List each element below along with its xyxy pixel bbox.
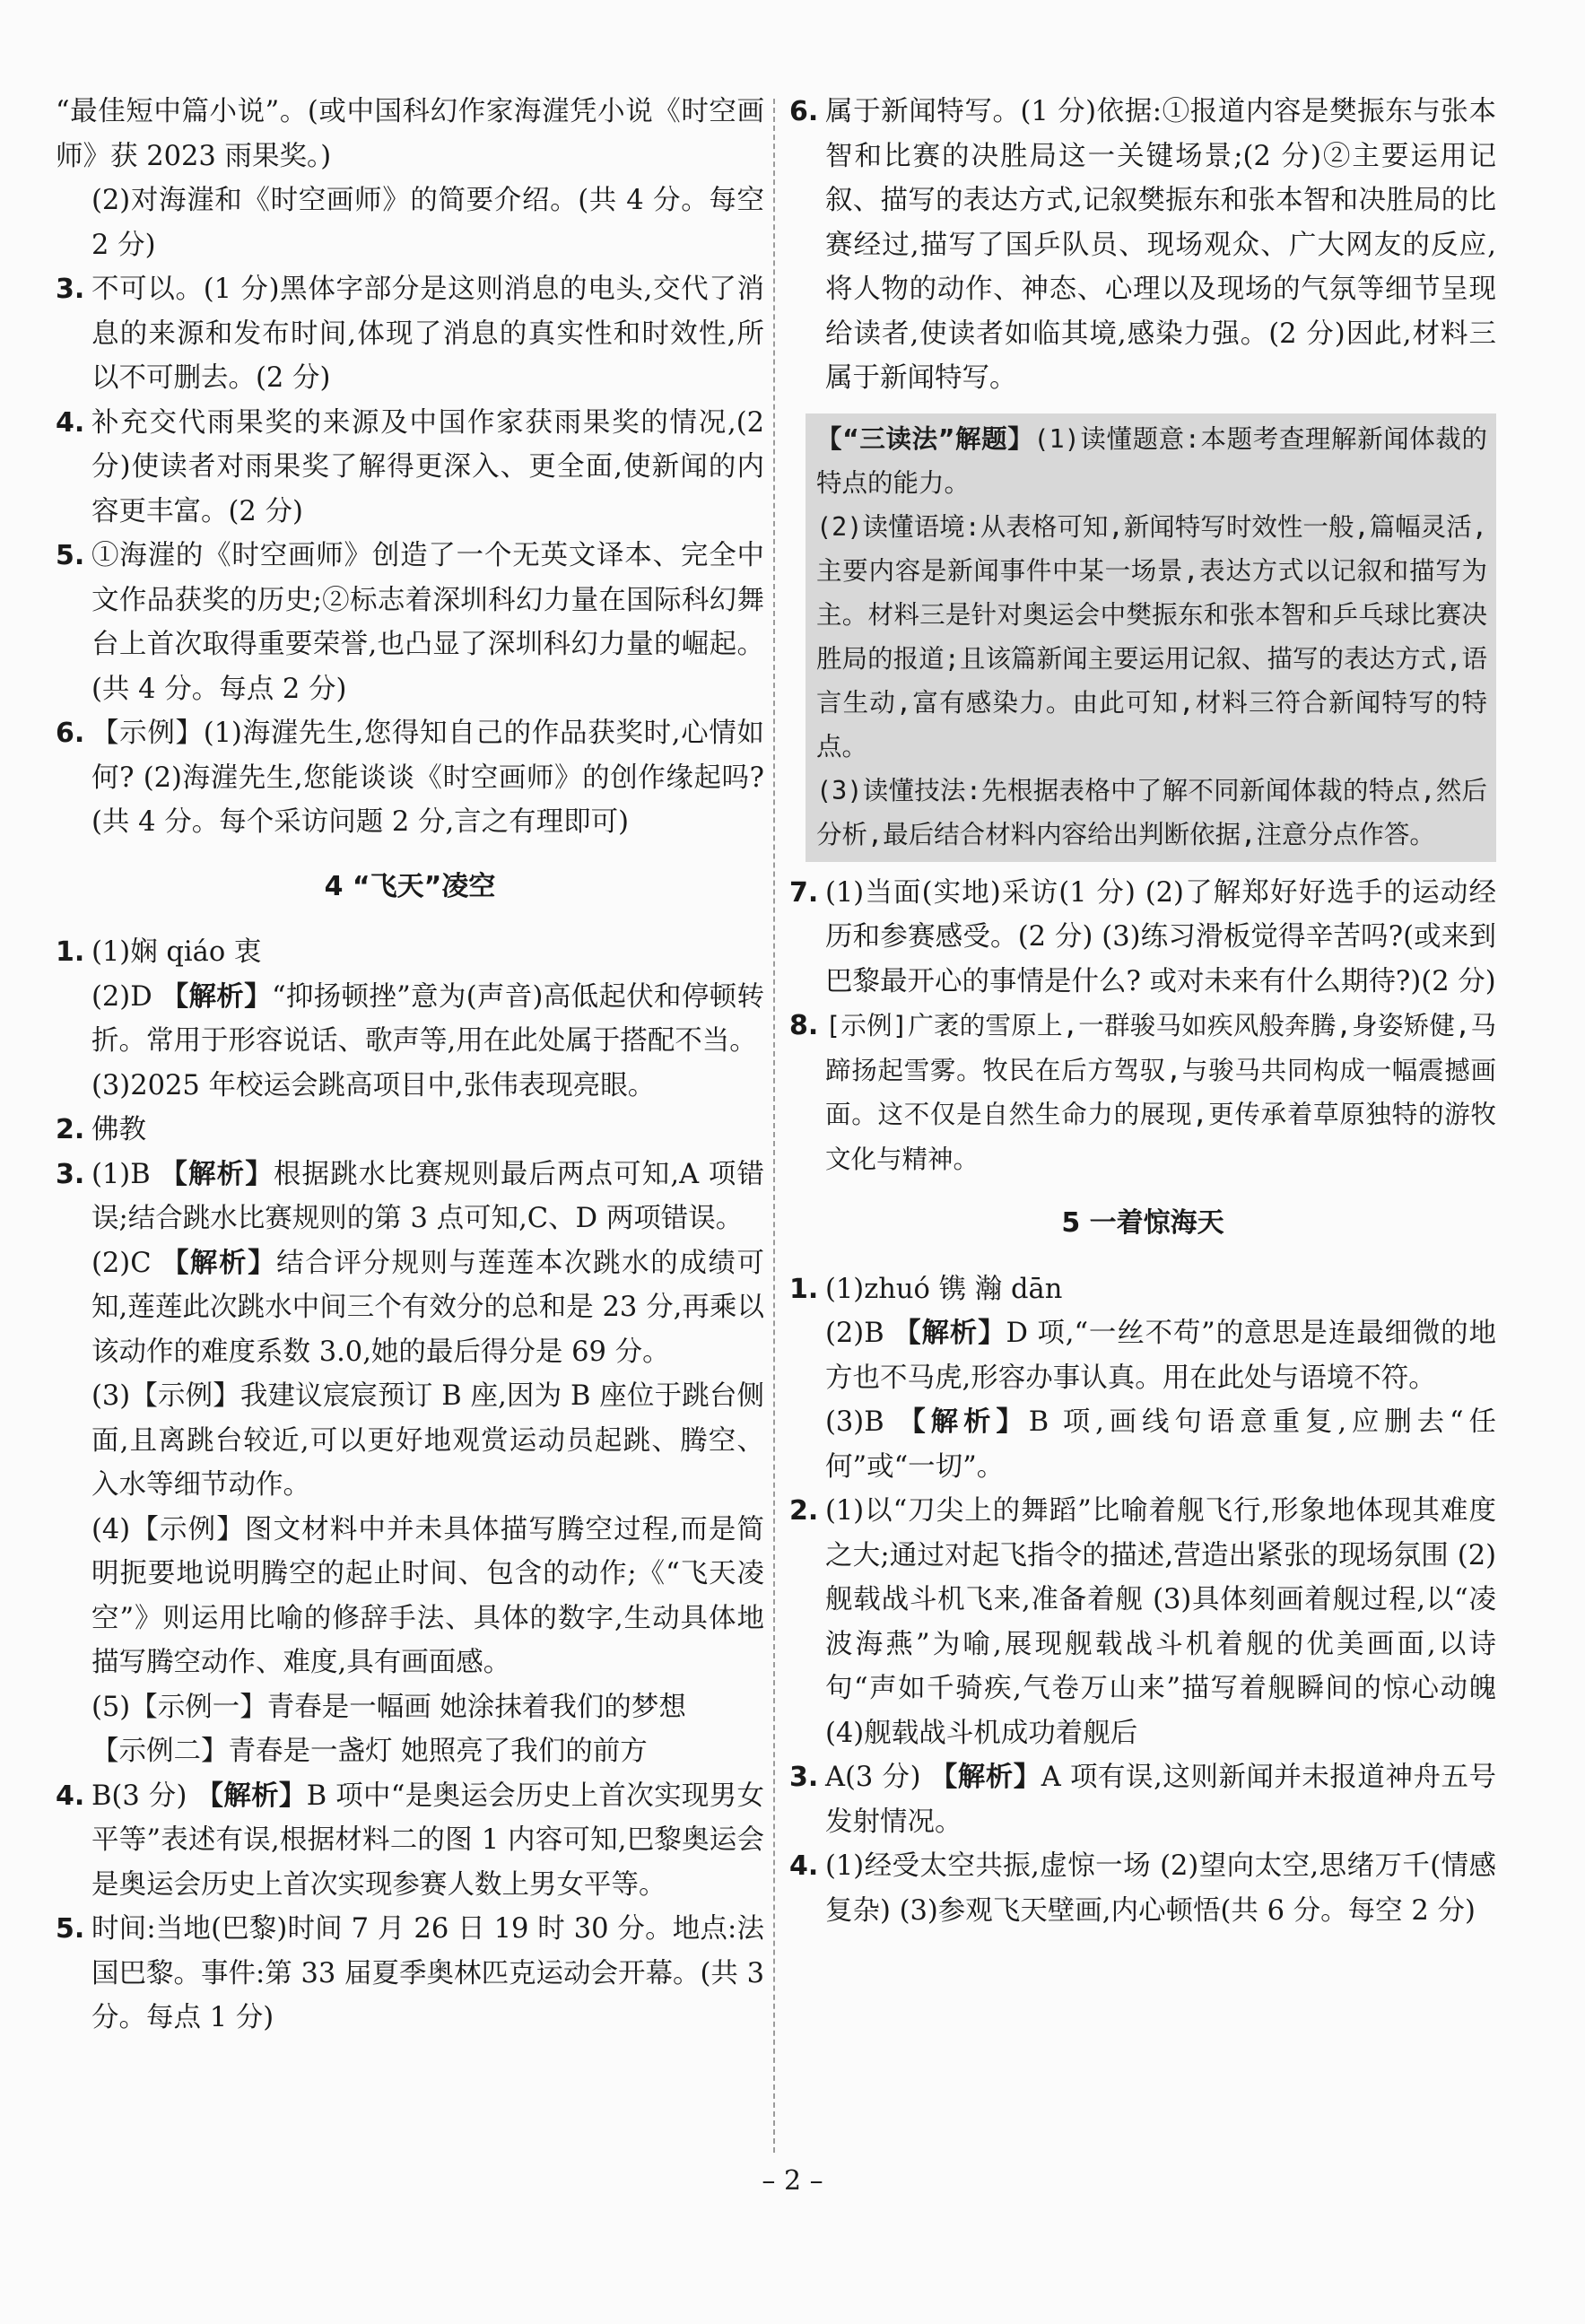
- answer-text: ①海漄的《时空画师》创造了一个无英文译本、完全中文作品获奖的历史;②标志着深圳科幻力量在国际科幻舞台上首次取得重要荣誉,也凸显了深圳科幻力量的崛起。(共 4 分。每点 2 分): [91, 540, 764, 705]
- answer-text: (1)B 【解析】根据跳水比赛规则最后两点可知,A 项错误;结合跳水比赛规则的第 3 点可知,C、D 两项错误。: [91, 1158, 765, 1234]
- question-4: [56, 401, 764, 535]
- analysis-label: 【解析】: [161, 1247, 277, 1279]
- question-number: 3.: [789, 1762, 819, 1793]
- question-number: 5.: [56, 1913, 85, 1945]
- answer-text: (3)B 【解析】B 项,画线句语意重复,应删去“任何”或“一切”。: [825, 1406, 1497, 1483]
- s4-question-1: [56, 930, 764, 1108]
- three-reading-method-box: [806, 413, 1496, 862]
- answer-text: (2)C 【解析】结合评分规则与莲莲本次跳水的成绩可知,莲莲此次跳水中间三个有效分的总和是 23 分,再乘以该动作的难度系数 3.0,她的最后得分是 69 分。: [91, 1247, 765, 1368]
- analysis-label: 【解析】: [898, 1406, 1029, 1438]
- question-number: 7.: [789, 876, 819, 909]
- box-paragraph: (3)读懂技法:先根据表格中了解不同新闻体裁的特点,然后分析,最后结合材料内容给出判断依据,注意分点作答。: [816, 775, 1487, 849]
- answer-text: 补充交代雨果奖的来源及中国作家获雨果奖的情况,(2 分)使读者对雨果奖了解得更深入、更全面,使新闻的内容更丰富。(2 分): [91, 406, 764, 527]
- question-number: 1.: [56, 936, 85, 968]
- answer-text: (4)【示例】图文材料中并未具体描写腾空过程,而是简明扼要地说明腾空的起止时间、包含的动作;《“飞天凌空”》则运用比喻的修辞手法、具体的数字,生动具体地描写腾空动作、难度,具有画面感。: [91, 1513, 764, 1678]
- answer-text: 不可以。(1 分)黑体字部分是这则消息的电头,交代了消息的来源和发布时间,体现了消息的真实性和时效性,所以不可删去。(2 分): [91, 274, 764, 394]
- question-number: 5.: [56, 540, 85, 571]
- s4-question-2: [56, 1108, 764, 1153]
- question-number: 8.: [789, 1010, 819, 1041]
- question-number: 4.: [56, 1780, 85, 1812]
- section-title: 5 一着惊海天: [1061, 1207, 1224, 1239]
- question-6: [789, 90, 1496, 401]
- box-paragraph: (2)读懂语境:从表格可知,新闻特写时效性一般,篇幅灵活,主要内容是新闻事件中某一场景,表达方式以记叙和描写为主。材料三是针对奥运会中樊振东和张本智和乒乓球比赛决胜局的报道;且该篇新闻主要运用记叙、描写的表达方式,语言生动,富有感染力。由此可知,材料三符合新闻特写的特点。: [816, 511, 1487, 762]
- answer-text: A 项有误,这则新闻并未报道神舟五号发射情况。: [825, 1762, 1497, 1838]
- example-label: [示例]: [825, 1011, 909, 1040]
- question-8: [789, 1004, 1496, 1181]
- answer-text: (1)经受太空共振,虚惊一场 (2)望向太空,思绪万千(情感复杂) (3)参观飞天壁画,内心顿悟(共 6 分。每空 2 分): [825, 1850, 1496, 1927]
- s5-question-2: [789, 1489, 1496, 1755]
- right-column: [789, 90, 1496, 1933]
- box-title: 【“三读法”解题】: [816, 423, 1034, 454]
- answer-text: (2)B 【解析】D 项,“一丝不苟”的意思是连最细微的地方也不马虎,形容办事认真。用在此处与语境不符。: [825, 1318, 1497, 1394]
- question-6: [56, 711, 764, 845]
- answer-text: (2)对海漄和《时空画师》的简要介绍。(共 4 分。每空 2 分): [91, 185, 764, 261]
- box-paragraph: 【“三读法”解题】(1)读懂题意:本题考查理解新闻体裁的特点的能力。: [816, 423, 1487, 498]
- analysis-label: 【解析】: [196, 1780, 307, 1812]
- answer-text: B 项中“是奥运会历史上首次实现男女平等”表述有误,根据材料二的图 1 内容可知,巴黎奥运会是奥运会历史上首次实现参赛人数上男女平等。: [91, 1780, 765, 1901]
- answer-text: (1)zhuó 镌 瀚 dān: [825, 1273, 1063, 1305]
- answer-text: 【示例二】青春是一盏灯 她照亮了我们的前方: [91, 1736, 648, 1767]
- answer-text: (1)当面(实地)采访(1 分) (2)了解郑好好选手的运动经历和参赛感受。(2 分) (3)练习滑板觉得辛苦吗?(或来到巴黎最开心的事情是什么? 或对未来有什么期待?)(2 分): [825, 876, 1496, 997]
- page-number: – 2 –: [762, 2165, 823, 2197]
- question-number: 4.: [789, 1850, 819, 1882]
- answer-text: (1)娴 qiáo 衷: [91, 936, 262, 968]
- s4-question-3: [56, 1153, 764, 1774]
- question-number: 2.: [56, 1114, 85, 1145]
- question-3: [56, 267, 764, 401]
- section-title: 4 “飞天”凌空: [324, 870, 496, 902]
- question-number: 3.: [56, 274, 85, 305]
- question-number: 1.: [789, 1273, 819, 1305]
- analysis-label: 【解析】: [160, 1158, 274, 1190]
- answer-text: 佛教: [91, 1114, 146, 1145]
- s4-question-5: [56, 1907, 764, 2041]
- s5-question-1: [789, 1267, 1496, 1490]
- analysis-label: 【解析】: [161, 980, 272, 1013]
- left-column: [56, 90, 764, 2041]
- answer-text: “最佳短中篇小说”。(或中国科幻作家海漄凭小说《时空画师》获 2023 雨果奖。): [56, 96, 764, 172]
- question-number: 6.: [789, 96, 819, 127]
- answer-text: 【示例】(1)海漄先生,您得知自己的作品获奖时,心情如何? (2)海漄先生,您能谈谈《时空画师》的创作缘起吗?(共 4 分。每个采访问题 2 分,言之有理即可): [91, 718, 764, 838]
- answer-text: (1)以“刀尖上的舞蹈”比喻着舰飞行,形象地体现其难度之大;通过对起飞指令的描述,营造出紧张的现场氛围 (2)舰载战斗机飞来,准备着舰 (3)具体刻画着舰过程,以“凌波海燕”为喻,展现舰载战斗机着舰的优美画面,以诗句“声如千骑疾,气卷万山来”描写着舰瞬间的惊心动魄 (4)舰载战斗机成功着舰后: [825, 1495, 1496, 1749]
- s5-question-3: 3. A(3 分) 【解析】A 项有误,这则新闻并未报道神舟五号发射情况。: [789, 1755, 1496, 1844]
- question-number: 3.: [56, 1158, 85, 1190]
- question-7: [789, 871, 1496, 1005]
- s4-question-4: 4. B(3 分) 【解析】B 项中“是奥运会历史上首次实现男女平等”表述有误,根据材料二的图 1 内容可知,巴黎奥运会是奥运会历史上首次实现参赛人数上男女平等。: [56, 1774, 764, 1908]
- answer-text: (3)2025 年校运会跳高项目中,张伟表现亮眼。: [91, 1069, 656, 1101]
- question-number: 6.: [56, 718, 85, 749]
- answer-text: 时间:当地(巴黎)时间 7 月 26 日 19 时 30 分。地点:法国巴黎。事件:第 33 届夏季奥林匹克运动会开幕。(共 3 分。每点 1 分): [91, 1913, 764, 2033]
- question-5: [56, 534, 764, 711]
- question-number: 2.: [789, 1495, 819, 1527]
- answer-text: 属于新闻特写。(1 分)依据:①报道内容是樊振东与张本智和比赛的决胜局这一关键场景;(2 分)②主要运用记叙、描写的表达方式,记叙樊振东和张本智和决胜局的比赛经过,描写了国乒队员、现场观众、广大网友的反应,将人物的动作、神态、心理以及现场的气氛等细节呈现给读者,使读者如临其境,感染力强。(2 分)因此,材料三属于新闻特写。: [825, 96, 1496, 394]
- column-divider: [773, 99, 775, 2153]
- answer-text: (2)D 【解析】“抑扬顿挫”意为(声音)高低起伏和停顿转折。常用于形容说话、歌声等,用在此处属于搭配不当。: [91, 980, 764, 1057]
- answer-text: 广袤的雪原上,一群骏马如疾风般奔腾,身姿矫健,马蹄扬起雪雾。牧民在后方驾驭,与骏马共同构成一幅震撼画面。这不仅是自然生命力的展现,更传承着草原独特的游牧文化与精神。: [825, 1011, 1496, 1174]
- question-number: 4.: [56, 406, 85, 439]
- answer-text: (5)【示例一】青春是一幅画 她涂抹着我们的梦想: [91, 1691, 686, 1723]
- analysis-label: 【解析】: [893, 1318, 1006, 1349]
- analysis-label: 【解析】: [929, 1762, 1041, 1793]
- s5-question-4: [789, 1844, 1496, 1933]
- answer-text: (3)【示例】我建议宸宸预订 B 座,因为 B 座位于跳台侧面,且离跳台较近,可以更好地观赏运动员起跳、腾空、入水等细节动作。: [91, 1380, 764, 1501]
